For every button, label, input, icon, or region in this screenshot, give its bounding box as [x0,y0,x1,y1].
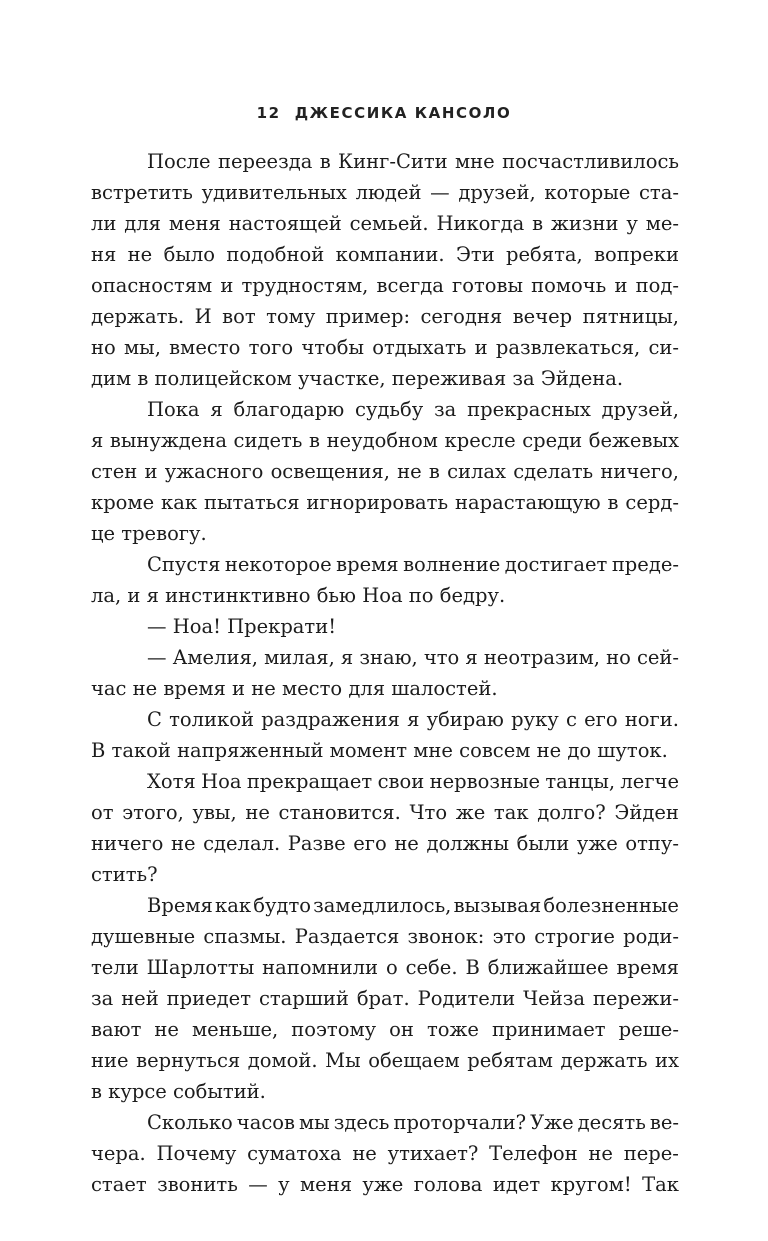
text-line: ня не было подобной компании. Эти ребята, вопреки [91,243,679,266]
text-line: стает звонить — у меня уже голова идет кругом! Так [91,1173,679,1196]
text-line: — Амелия, милая, я знаю, что я неотразим, но сей- [147,646,679,669]
text-line: ние вернуться домой. Мы обещаем ребятам держать их [91,1049,679,1072]
text-line: я вынуждена сидеть в неудобном кресле среди бежевых [91,429,679,452]
text-line: час не время и не место для шалостей. [91,677,498,700]
paragraph [91,704,679,766]
text-line: дим в полицейском участке, переживая за Эйдена. [91,367,624,390]
text-line: держать. И вот тому пример: сегодня вечер пятницы, [91,305,679,328]
text-line: в курсе событий. [91,1080,266,1103]
paragraph [91,642,679,704]
paragraph [91,890,679,1107]
text-line: стен и ужасного освещения, не в силах сделать ничего, [91,460,679,483]
text-line: В такой напряженный момент мне совсем не до шуток. [91,739,668,762]
paragraph [91,146,679,394]
text-line: Спустя некоторое время волнение достигает преде- [147,553,679,576]
text-line: чера. Почему суматоха не утихает? Телефон не пере- [91,1142,679,1165]
body-text [91,146,679,1200]
page-number: 12 [256,104,281,122]
text-line: це тревогу. [91,522,207,545]
text-line: ли для меня настоящей семьей. Никогда в жизни у ме- [91,212,679,235]
text-line: Пока я благодарю судьбу за прекрасных друзей, [147,398,679,421]
text-line: ла, и я инстинктивно бью Ноа по бедру. [91,584,506,607]
text-line: душевные спазмы. Раздается звонок: это строгие роди- [91,925,679,948]
text-line: После переезда в Кинг-Сити мне посчастливилось [147,150,679,173]
text-line: опасностям и трудностям, всегда готовы помочь и под- [91,274,679,297]
text-line: ничего не сделал. Разве его не должны были уже отпу- [91,832,679,855]
text-line: но мы, вместо того чтобы отдыхать и развлекаться, си- [91,336,679,359]
text-line: от этого, увы, не становится. Что же так долго? Эйден [91,801,679,824]
text-line: встретить удивительных людей — друзей, которые ста- [91,181,679,204]
paragraph [91,394,679,549]
paragraph [91,766,679,890]
author-name: ДЖЕССИКА КАНСОЛО [294,104,512,122]
text-line: тели Шарлотты напомнили о себе. В ближайшее время [91,956,679,979]
text-line: Сколько часов мы здесь проторчали? Уже десять ве- [147,1111,679,1134]
running-head [0,104,768,122]
paragraph [91,549,679,611]
text-line: Хотя Ноа прекращает свои нервозные танцы, легче [147,770,679,793]
text-line: стить? [91,863,158,886]
text-line: С толикой раздражения я убираю руку с его ноги. [147,708,679,731]
text-line: — Ноа! Прекрати! [147,615,337,638]
text-line: Время как будто замедлилось, вызывая болезненные [147,894,679,917]
paragraph [91,1107,679,1200]
paragraph [91,611,679,642]
text-line: за ней приедет старший брат. Родители Чейза пережи- [91,987,679,1010]
text-line: кроме как пытаться игнорировать нарастающую в серд- [91,491,679,514]
text-line: вают не меньше, поэтому он тоже принимает реше- [91,1018,679,1041]
